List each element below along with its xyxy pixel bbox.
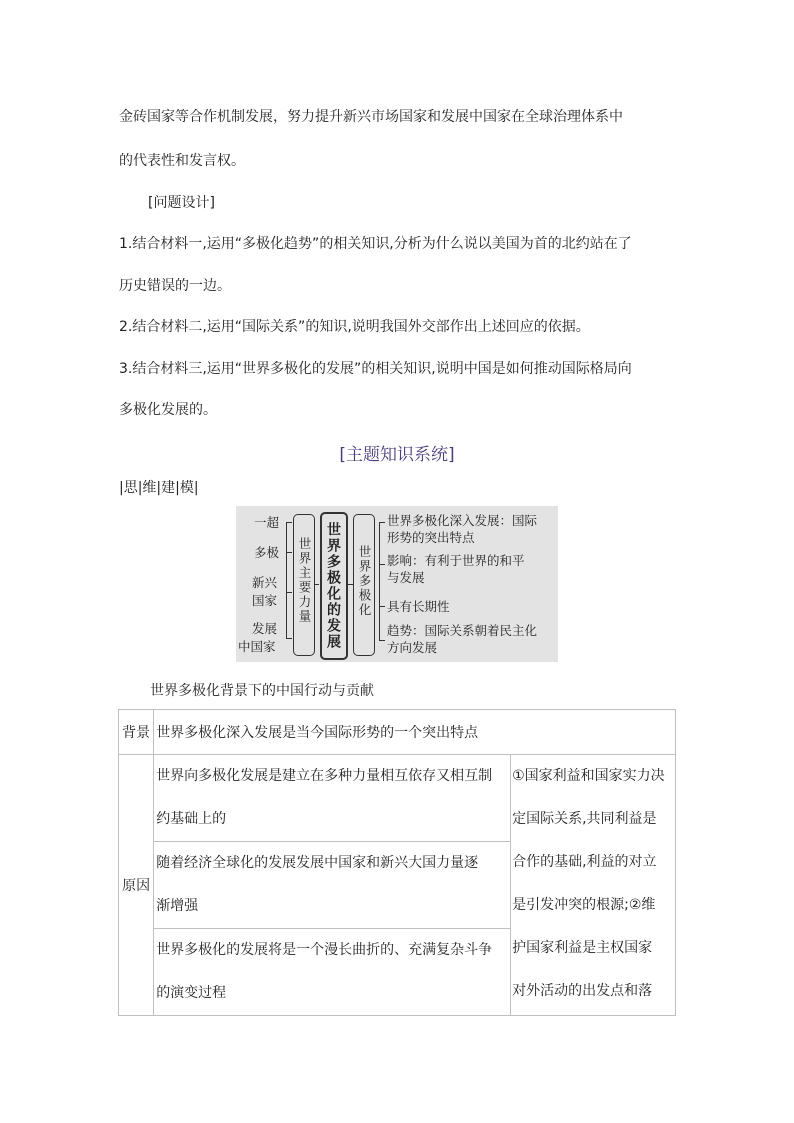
table-title: 世界多极化背景下的中国行动与贡献 bbox=[150, 683, 374, 699]
reason-cell-1 bbox=[154, 755, 511, 842]
reason-3-line-2: 的演变过程 bbox=[156, 985, 227, 1001]
section-heading: [主题知识系统] bbox=[339, 445, 455, 465]
multipolar-box bbox=[353, 514, 375, 656]
branch-feature-2: 形势的突出特点 bbox=[387, 530, 475, 545]
center-topic-box bbox=[320, 512, 348, 660]
concept-map bbox=[236, 506, 558, 662]
force-emerging-2: 国家 bbox=[252, 593, 278, 608]
force-developing-1: 发展 bbox=[252, 621, 278, 636]
force-multipolar: 多极 bbox=[254, 545, 280, 560]
center-topic: 世界多极化的发展 bbox=[325, 522, 341, 650]
reason-2-line-1: 随着经济全球化的发展发展中国家和新兴大国力量逐 bbox=[156, 855, 479, 871]
reason-cell-2 bbox=[154, 842, 511, 929]
reason-label: 原因 bbox=[119, 755, 154, 1016]
reason-cell-3 bbox=[154, 929, 511, 1016]
question-3-line-2: 多极化发展的。 bbox=[119, 402, 217, 418]
side-note-line: 合作的基础,利益的对立 bbox=[512, 854, 657, 870]
force-developing-2: 中国家 bbox=[238, 639, 276, 654]
force-emerging-1: 新兴 bbox=[252, 575, 278, 590]
multipolar-label: 世界多极化 bbox=[357, 545, 372, 618]
side-note-cell bbox=[511, 755, 676, 1016]
branch-impact-2: 与发展 bbox=[387, 570, 425, 585]
background-label: 背景 bbox=[119, 710, 154, 755]
side-note-line: 护国家利益是主权国家 bbox=[512, 940, 653, 956]
force-one-superpower: 一超 bbox=[254, 515, 280, 530]
branch-feature-1: 世界多极化深入发展：国际 bbox=[387, 513, 538, 528]
reason-1-line-2: 约基础上的 bbox=[156, 811, 227, 827]
problem-design-label: [问题设计] bbox=[148, 195, 215, 211]
side-note-line: 定国际关系,共同利益是 bbox=[512, 811, 657, 827]
paragraph-line: 的代表性和发言权。 bbox=[119, 153, 245, 169]
side-note-line: 是引发冲突的根源;②维 bbox=[512, 897, 656, 913]
question-3-line-1: 3.结合材料三,运用“世界多极化的发展”的相关知识,说明中国是如何推动国际格局向 bbox=[119, 361, 632, 377]
question-1-line-1: 1.结合材料一,运用“多极化趋势”的相关知识,分析为什么说以美国为首的北约站在了 bbox=[119, 236, 632, 252]
question-2: 2.结合材料二,运用“国际关系”的知识,说明我国外交部作出上述回应的依据。 bbox=[119, 319, 590, 335]
paragraph-line: 金砖国家等合作机制发展，努力提升新兴市场国家和发展中国家在全球治理体系中 bbox=[119, 109, 623, 125]
branch-trend-1: 趋势：国际关系朝着民主化 bbox=[387, 623, 538, 638]
branch-impact-1: 影响：有利于世界的和平 bbox=[387, 553, 525, 568]
background-text: 世界多极化深入发展是当今国际形势的一个突出特点 bbox=[154, 710, 676, 755]
model-label: |思|维|建|模| bbox=[119, 480, 199, 496]
question-1-line-2: 历史错误的一边。 bbox=[119, 278, 231, 294]
branch-long-term: 具有长期性 bbox=[387, 599, 450, 614]
side-note-line: 对外活动的出发点和落 bbox=[512, 983, 653, 999]
info-table bbox=[118, 709, 676, 1016]
branch-trend-2: 方向发展 bbox=[387, 640, 438, 655]
side-note-line: ①国家利益和国家实力决 bbox=[512, 768, 665, 784]
reason-2-line-2: 渐增强 bbox=[156, 898, 199, 914]
reason-3-line-1: 世界多极化的发展将是一个漫长曲折的、充满复杂斗争 bbox=[156, 942, 493, 958]
world-forces-label: 世界主要力量 bbox=[297, 537, 312, 624]
world-forces-box bbox=[293, 514, 315, 656]
reason-1-line-1: 世界向多极化发展是建立在多种力量相互依存又相互制 bbox=[156, 768, 493, 784]
